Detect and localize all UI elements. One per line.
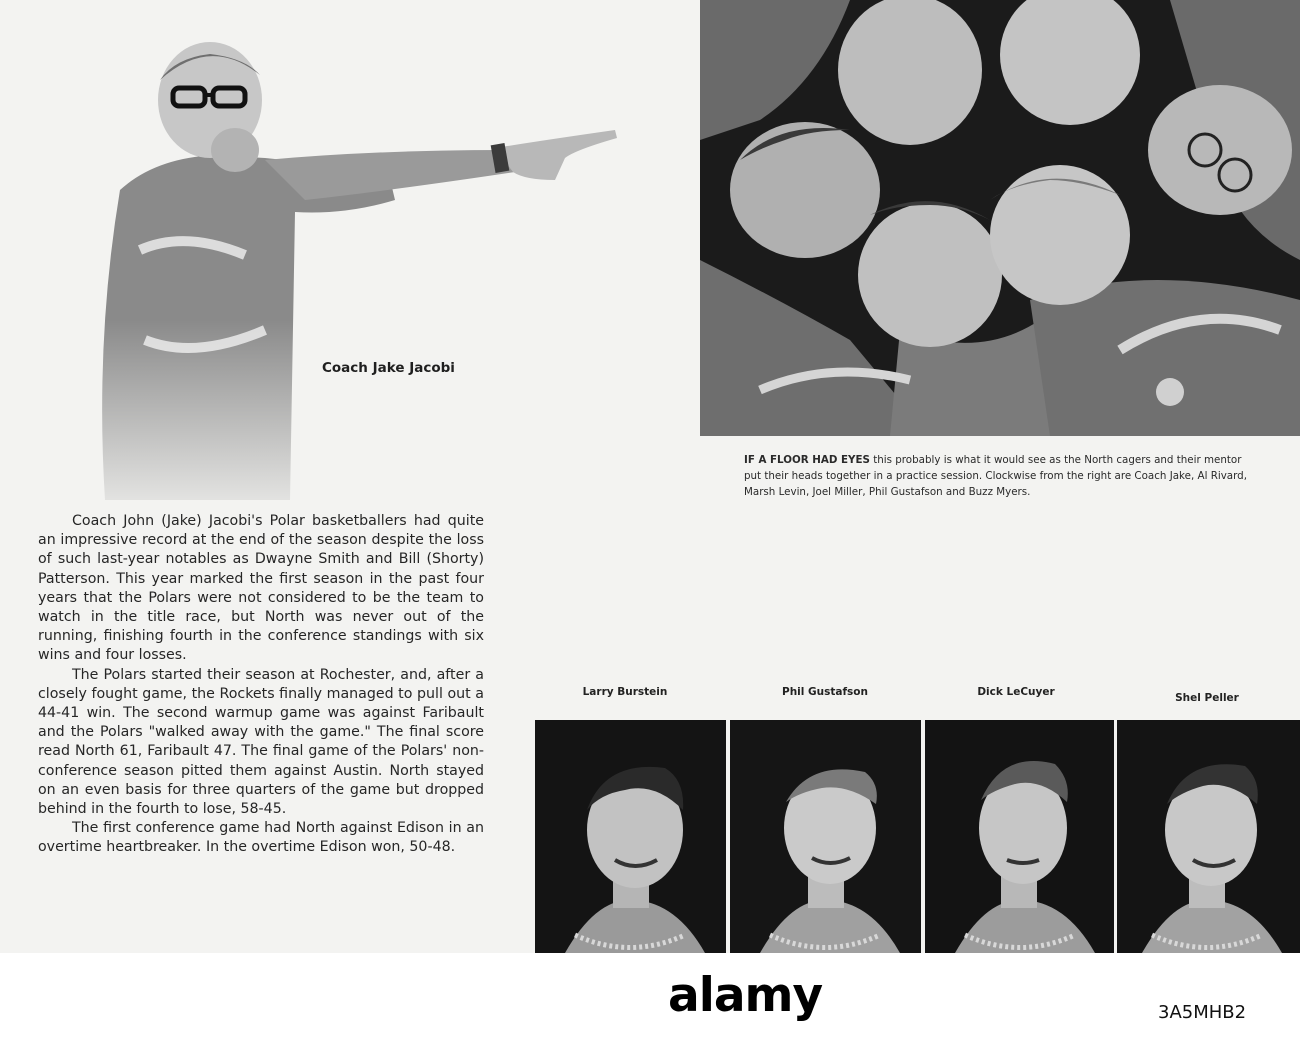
player-figure <box>535 720 726 953</box>
player-portrait <box>925 720 1114 953</box>
huddle-figure <box>700 0 1300 436</box>
huddle-photo <box>700 0 1300 436</box>
watermark-logo: alamy <box>668 968 823 1023</box>
player-figure <box>1117 720 1300 953</box>
player-portrait <box>730 720 921 953</box>
article-paragraph: Coach John (Jake) Jacobi's Polar basketballers had quite an impressive record at the end of the season despite the loss of such last-year notables as Dwayne Smith and Bill (Shorty) Patterson. This year marked the first season in the past four years that the Polars were not considered to be the team to watch in the title race, but North was never out of the running, finishing fourth in the conference standings with six wins and four losses. <box>38 513 484 664</box>
image-id: 3A5MHB2 <box>1158 1002 1247 1023</box>
coach-figure <box>95 40 625 502</box>
footer-band <box>0 953 1300 1045</box>
player-name-label: Phil Gustafson <box>782 686 868 698</box>
article-paragraph: The first conference game had North against Edison in an overtime heartbreaker. In the overtime Edison won, 50-48. <box>38 820 484 856</box>
player-name-label: Larry Burstein <box>582 686 668 698</box>
player-figure <box>730 720 921 953</box>
huddle-caption <box>744 452 1260 500</box>
huddle-caption-lead: IF A FLOOR HAD EYES <box>744 454 870 466</box>
player-name-label: Shel Peller <box>1175 692 1239 704</box>
player-name-label: Dick LeCuyer <box>977 686 1055 698</box>
coach-photo <box>95 40 625 502</box>
coach-caption: Coach Jake Jacobi <box>322 360 455 376</box>
article-paragraph: The Polars started their season at Rochester, and, after a closely fought game, the Rockets finally managed to pull out a 44-41 win. The second warmup game was against Faribault and the Polars "walked away with the game." The final score read North 61, Faribault 47. The final game of the Polars' non-conference season pitted them against Austin. North stayed on an even basis for three quarters of the game but dropped behind in the fourth to lose, 58-45. <box>38 666 484 818</box>
player-portrait <box>1117 720 1300 953</box>
huddle-caption-body: this probably is what it would see as the North cagers and their mentor put their heads together in a practice session. Clockwise from the right are Coach Jake, Al Rivard, Marsh Levin, Joel Miller, Phil Gustafson and Buzz Myers. <box>744 454 1247 498</box>
article-body <box>38 512 484 858</box>
player-figure <box>925 720 1114 953</box>
player-portrait <box>535 720 726 953</box>
